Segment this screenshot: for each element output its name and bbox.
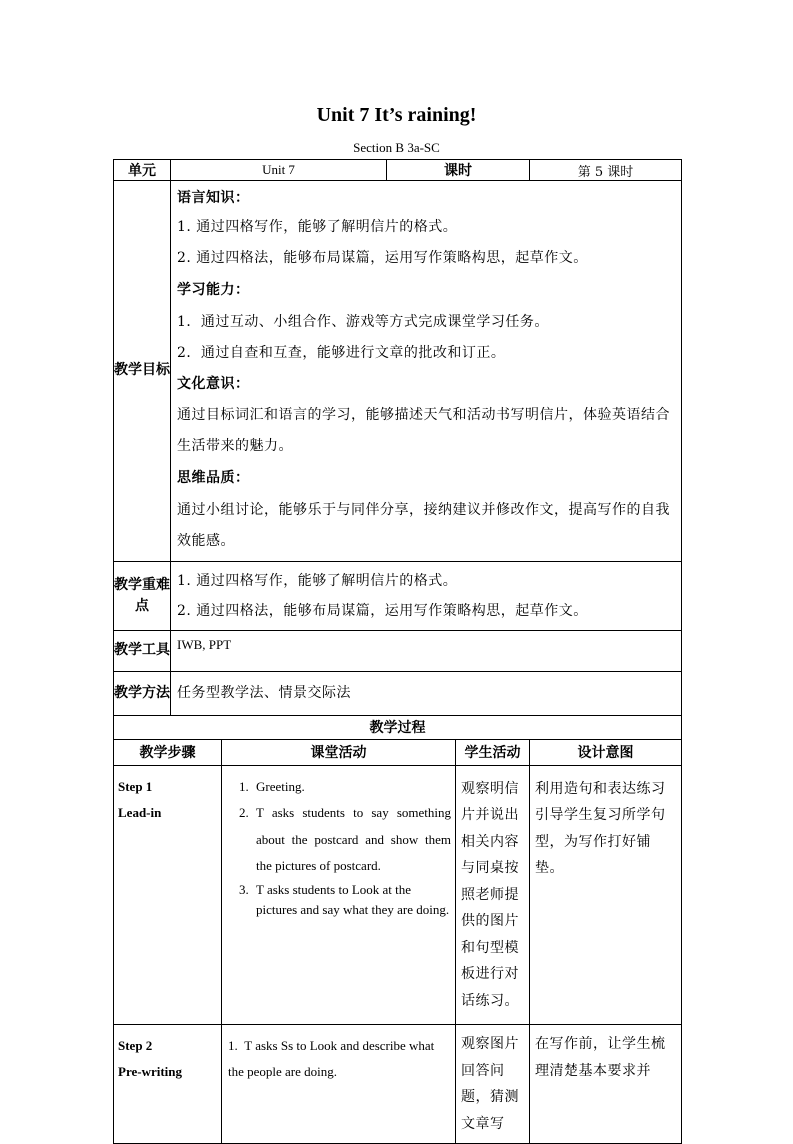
- key-points-label: 教学重难点: [114, 561, 171, 630]
- tools-value: IWB, PPT: [171, 630, 682, 671]
- unit-label: 单元: [114, 160, 171, 181]
- column-header: 学生活动: [456, 739, 530, 765]
- step-cell: [114, 765, 222, 1025]
- step-number: Step 2: [118, 1038, 153, 1053]
- period-label: 课时: [387, 160, 530, 181]
- process-row: [114, 1025, 682, 1144]
- process-header-row: [114, 739, 682, 765]
- process-title: 教学过程: [114, 715, 682, 739]
- process-row: [114, 765, 682, 1025]
- activity-item: 3. T asks students to Look at the pictures and say what they are doing.: [252, 880, 451, 920]
- design-intent-cell: 利用造句和表达练习引导学生复习所学句型，为写作打好铺垫。: [530, 765, 682, 1025]
- design-intent-cell: 在写作前，让学生梳理清楚基本要求并: [530, 1025, 682, 1144]
- tools-label: 教学工具: [114, 630, 171, 671]
- methods-row: [114, 671, 682, 715]
- period-value: 第 5 课时: [530, 160, 682, 181]
- key-points-row: [114, 561, 682, 630]
- unit-value: Unit 7: [171, 160, 387, 181]
- lesson-plan-table: [113, 159, 682, 1144]
- objectives-row: [114, 181, 682, 562]
- methods-label: 教学方法: [114, 671, 171, 715]
- objectives-heading: 学习能力：: [177, 281, 250, 298]
- objective-item: 1．通过互动、小组合作、游戏等方式完成课堂学习任务。: [177, 313, 549, 330]
- column-header: 设计意图: [530, 739, 682, 765]
- page-title: Unit 7 It’s raining!: [316, 104, 477, 126]
- objective-item: 1. 通过四格写作，能够了解明信片的格式。: [177, 218, 458, 235]
- column-header: 课堂活动: [222, 739, 456, 765]
- objectives-label: 教学目标: [114, 181, 171, 562]
- step-name: Lead-in: [118, 804, 162, 820]
- objective-item: 通过小组讨论，能够乐于与同伴分享，接纳建议并修改作文，提高写作的自我效能感。: [177, 501, 670, 549]
- methods-value: 任务型教学法、情景交际法: [171, 671, 682, 715]
- tools-row: [114, 630, 682, 671]
- column-header: 教学步骤: [114, 739, 222, 765]
- step-name: Pre-writing: [118, 1064, 183, 1079]
- objectives-content: [171, 181, 682, 562]
- unit-row: [114, 160, 682, 181]
- step-number: Step 1: [118, 778, 153, 794]
- activity-item: 1. Greeting.: [252, 774, 451, 801]
- activity-item: 1. T asks Ss to Look and describe what the people are doing.: [228, 1038, 435, 1079]
- class-activity-cell: [222, 765, 456, 1025]
- activity-item: 2. T asks students to say something about the postcard and show them the pictures of postcard.: [252, 800, 451, 880]
- objectives-heading: 思维品质：: [177, 469, 250, 486]
- key-point-item: 1. 通过四格写作，能够了解明信片的格式。: [177, 572, 458, 589]
- objective-item: 通过目标词汇和语言的学习，能够描述天气和活动书写明信片，体验英语结合生活带来的魅力。: [177, 406, 670, 454]
- objectives-heading: 语言知识：: [177, 190, 250, 206]
- process-title-row: [114, 715, 682, 739]
- class-activity-cell: [222, 1025, 456, 1144]
- objective-item: 2. 通过四格法，能够布局谋篇，运用写作策略构思，起草作文。: [177, 249, 588, 266]
- objectives-heading: 文化意识：: [177, 375, 250, 392]
- step-cell: [114, 1025, 222, 1144]
- student-activity-cell: 观察明信片并说出相关内容与同桌按照老师提供的图片和句型模板进行对话练习。: [456, 765, 530, 1025]
- student-activity-cell: 观察图片回答问题，猜测文章写: [456, 1025, 530, 1144]
- page-subtitle: Section B 3a-SC: [353, 140, 440, 155]
- key-points-content: [171, 561, 682, 630]
- key-point-item: 2. 通过四格法，能够布局谋篇，运用写作策略构思，起草作文。: [177, 602, 588, 619]
- objective-item: 2．通过自查和互查，能够进行文章的批改和订正。: [177, 344, 506, 361]
